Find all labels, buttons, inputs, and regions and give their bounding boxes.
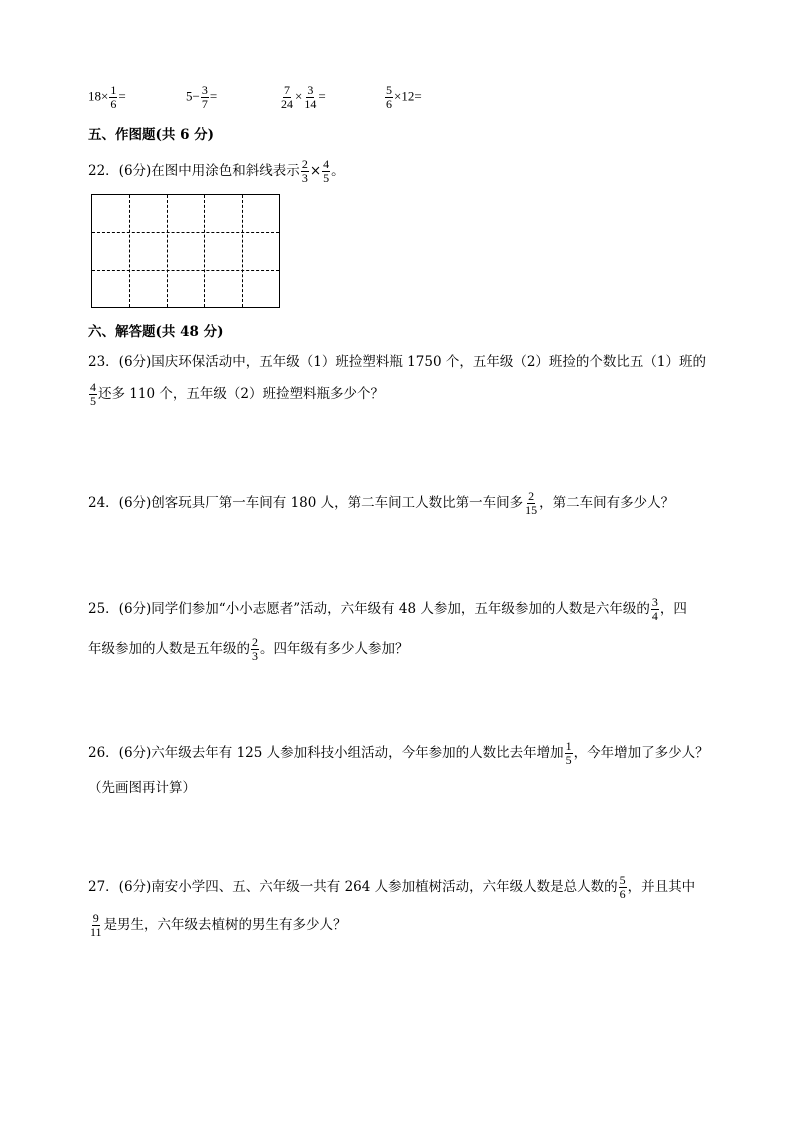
question-26	[88, 740, 709, 767]
grid-dashed-line	[92, 232, 279, 233]
denominator: 24	[281, 97, 293, 111]
q24-end: ，第二车间有多少人？	[539, 495, 675, 511]
numerator: 5	[386, 83, 392, 97]
numerator: 3	[651, 595, 658, 609]
denominator: 6	[110, 97, 117, 111]
numerator: 3	[201, 83, 208, 97]
section-heading-6: 六、解答题(共 48 分)	[88, 324, 224, 340]
section-heading-5: 五、作图题(共 6 分)	[88, 127, 215, 143]
denominator: 3	[301, 171, 308, 185]
fraction	[280, 84, 294, 111]
calc-1-suffix: =	[118, 88, 126, 104]
shading-grid[interactable]	[91, 194, 280, 308]
q26-end: ，今年增加了多少人？	[573, 745, 709, 761]
numerator: 1	[110, 83, 117, 97]
q24-text: 24．(6分)创客玩具厂第一车间有 180 人，第二车间工人数比第一车间多	[88, 495, 524, 511]
fraction	[303, 84, 317, 111]
fraction	[385, 84, 393, 111]
fraction	[89, 912, 103, 939]
question-25-line-1	[88, 596, 687, 623]
question-22	[88, 158, 345, 185]
calc-item-3	[279, 84, 326, 111]
grid-dashed-line	[167, 195, 168, 307]
q26-text: 26．(6分)六年级去年有 125 人参加科技小组活动，今年参加的人数比去年增加	[88, 745, 564, 761]
q22-end: 。	[331, 163, 345, 179]
q25-text-2: 年级参加的人数是五年级的	[88, 641, 250, 657]
fraction	[524, 490, 538, 517]
denominator: 5	[90, 394, 96, 408]
denominator: 14	[304, 97, 317, 111]
numerator: 2	[301, 157, 308, 171]
q25-text: 25．(6分)同学们参加“小小志愿者”活动，六年级有 48 人参加，五年级参加的人数是六年级的	[88, 601, 650, 617]
q22-text: 22．(6分)在图中用涂色和斜线表示	[88, 163, 300, 179]
fraction	[565, 740, 573, 767]
denominator: 5	[323, 171, 330, 185]
denominator: 6	[619, 887, 626, 901]
fraction	[89, 381, 97, 408]
fraction	[109, 84, 117, 111]
fraction	[201, 84, 209, 111]
numerator: 4	[90, 380, 96, 394]
calc-2-suffix: =	[209, 88, 218, 104]
fraction	[651, 596, 659, 623]
denominator: 7	[201, 97, 208, 111]
calc-1-prefix: 18×	[88, 88, 109, 104]
calc-2-prefix: 5−	[186, 88, 200, 104]
fraction	[301, 158, 309, 185]
numerator: 5	[619, 873, 626, 887]
question-23-line-1: 23．(6分)国庆环保活动中，五年级（1）班捡塑料瓶 1750 个，五年级（2）班捡的个数比五（1）班的	[88, 354, 707, 370]
q27-end-2: 是男生，六年级去植树的男生有多少人？	[103, 917, 347, 933]
q27-text: 27．(6分)南安小学四、五、六年级一共有 264 人参加植树活动，六年级人数是总人数的	[88, 879, 618, 895]
calc-item-2	[186, 84, 217, 111]
denominator: 11	[90, 925, 102, 939]
numerator: 9	[92, 911, 99, 925]
q25-end-2: 。四年级有多少人参加？	[260, 641, 409, 657]
q27-end-1: ，并且其中	[627, 879, 696, 895]
grid-dashed-line	[204, 195, 205, 307]
numerator: 2	[528, 489, 535, 503]
calc-3-suffix: =	[318, 88, 326, 104]
denominator: 6	[386, 97, 392, 111]
numerator: 7	[284, 83, 290, 97]
grid-dashed-line	[242, 195, 243, 307]
question-23-line-2	[88, 381, 384, 408]
times-sign: ×	[295, 88, 303, 104]
question-26-line-2: （先画图再计算）	[88, 780, 196, 796]
denominator: 3	[252, 649, 258, 663]
denominator: 4	[651, 609, 658, 623]
numerator: 4	[323, 157, 330, 171]
grid-dashed-line	[129, 195, 130, 307]
numerator: 3	[307, 83, 314, 97]
numerator: 2	[252, 635, 258, 649]
numerator: 1	[565, 739, 572, 753]
fraction	[619, 874, 627, 901]
fraction	[322, 158, 330, 185]
question-24	[88, 490, 674, 517]
grid-dashed-line	[92, 270, 279, 271]
q25-end-1: ，四	[659, 601, 687, 617]
calc-item-1	[88, 84, 126, 111]
calc-4-suffix: ×12=	[394, 88, 422, 104]
denominator: 15	[525, 503, 538, 517]
q23-text: 还多 110 个，五年级（2）班捡塑料瓶多少个？	[98, 386, 384, 402]
times-sign: ×	[309, 163, 322, 179]
question-27-line-2	[88, 912, 347, 939]
question-27-line-1	[88, 874, 695, 901]
denominator: 5	[565, 753, 572, 767]
fraction	[251, 636, 259, 663]
calc-item-4	[384, 84, 422, 111]
question-25-line-2	[88, 636, 409, 663]
